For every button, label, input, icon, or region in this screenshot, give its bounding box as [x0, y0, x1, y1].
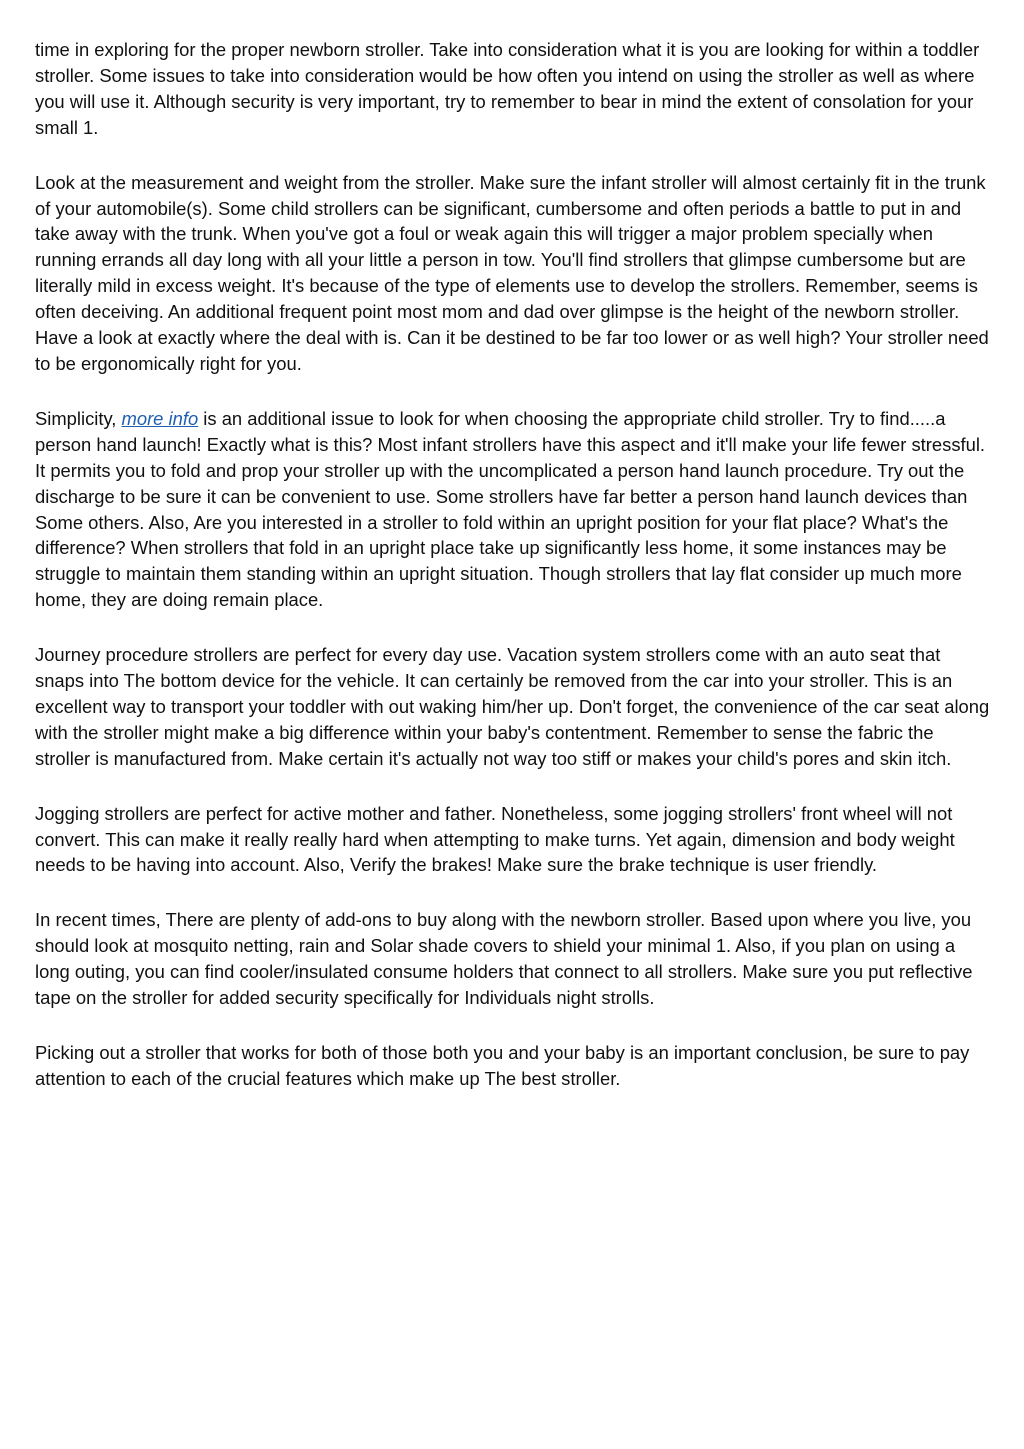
paragraph-7: Picking out a stroller that works for both of those both you and your baby is an important conclusion, be sure to pay attention to each of the crucial features which make up The best stroller. [35, 1042, 970, 1089]
paragraph-6: In recent times, There are plenty of add-ons to buy along with the newborn stroller. Based upon where you live, you should look at mosquito netting, rain and Solar shade covers to shield your minimal 1. Also, if you plan on using a long outing, you can find cooler/insulated consume holders that connect to all strollers. Make sure you put reflective tape on the stroller for added security specifically for Individuals night strolls. [35, 909, 973, 1009]
paragraph-5: Jogging strollers are perfect for active mother and father. Nonetheless, some jogging strollers' front wheel will not convert. This can make it really really hard when attempting to make turns. Yet again, dimension and body weight needs to be having into account. Also, Verify the brakes! Make sure the brake technique is user friendly. [35, 802, 955, 876]
paragraph-3-rest: is an additional issue to look for when choosing the appropriate child stroller. Try to find.....a person hand launch! Exactly what is this? Most infant strollers have this aspect and it'll make your life fewer stressful. It permits you to fold and prop your stroller up with the uncomplicated a person hand launch procedure. Try out the discharge to be sure it can be convenient to use. Some strollers have far better a person hand launch devices than Some others. Also, Are you interested in a stroller to fold within an upright position for your flat place? What's the difference? When strollers that fold in an upright place take up significantly less home, it some instances may be struggle to maintain them standing within an upright situation. Though strollers that lay flat consider up much more home, they are doing remain place. [35, 407, 986, 611]
document-body [35, 37, 993, 1121]
paragraph-1: time in exploring for the proper newborn stroller. Take into consideration what it is you are looking for within a toddler stroller. Some issues to take into consideration would be how often you intend on using the stroller as well as where you will use it. Although security is very important, try to remember to bear in mind the extent of consolation for your small 1. [35, 39, 980, 138]
paragraph-3-lead: Simplicity, [35, 407, 122, 429]
paragraph-3 [35, 406, 993, 613]
paragraph-2: Look at the measurement and weight from the stroller. Make sure the infant stroller will almost certainly fit in the trunk of your automobile(s). Some child strollers can be significant, cumbersome and often periods a battle to put in and take away with the trunk. When you've got a foul or weak again this will trigger a major problem specially when running errands all day long with all your little a person in tow. You'll find strollers that glimpse cumbersome but are literally mild in excess weight. It's because of the type of elements use to develop the strollers. Remember, seems is often deceiving. An additional frequent point most mom and dad over glimpse is the height of the newborn stroller. Have a look at exactly where the deal with is. Can it be destined to be far too lower or as well high? Your stroller need to be ergonomically right for you. [35, 171, 989, 374]
paragraph-4: Journey procedure strollers are perfect for every day use. Vacation system strollers come with an auto seat that snaps into The bottom device for the vehicle. It can certainly be removed from the car into your stroller. This is an excellent way to transport your toddler with out waking him/her up. Don't forget, the convenience of the car seat along with the stroller might make a big difference within your baby's contentment. Remember to sense the fabric the stroller is manufactured from. Make certain it's actually not way too stiff or makes your child's pores and skin itch. [35, 644, 990, 769]
more-info-link[interactable]: more info [121, 407, 199, 429]
